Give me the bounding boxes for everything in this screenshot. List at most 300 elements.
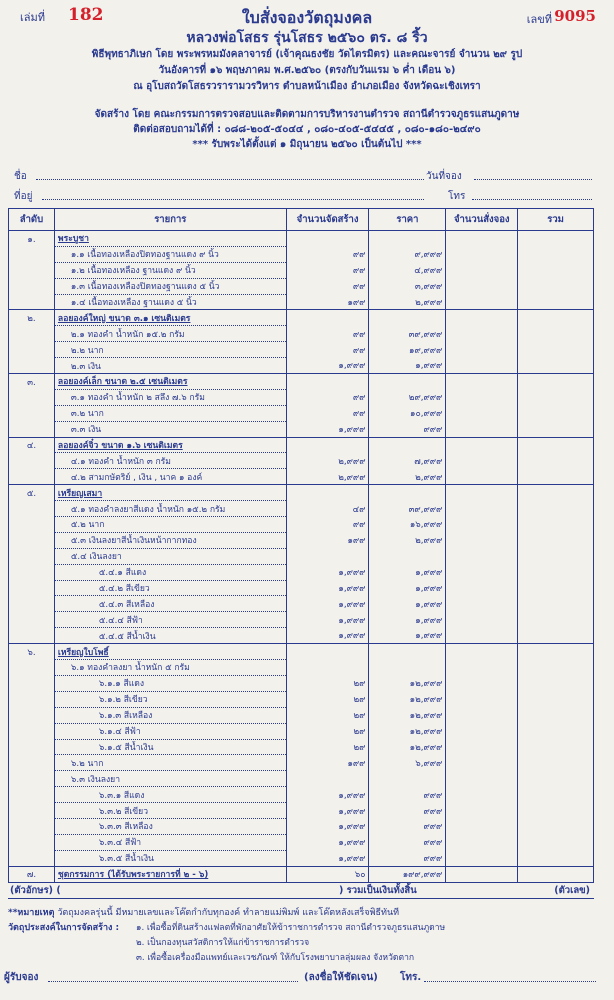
row-price: ๒,๙๙๙ — [369, 294, 446, 310]
venue-line: ณ อุโบสถวัดโสธรวรารามวรวิหาร ตำบลหน้าเมือง อำเภอเมือง จังหวัดฉะเชิงเทรา — [133, 81, 481, 92]
row-quantity: ๒๙ — [286, 739, 369, 755]
remark-text: วัตถุมงคลรุ่นนี้ มีหมายเลขและโค๊ตกำกับทุกองค์ ทำลายแม่พิมพ์ และโค๊ตหลังเสร็จพิธีทันที — [57, 908, 400, 918]
row-price: ๙,๙๙๙ — [369, 246, 446, 262]
row-ordered-input[interactable] — [446, 850, 518, 866]
row-description: ๑.๓ เนื้อทองเหลืองปิดทองฐานแดง ๕ นิ้ว — [54, 278, 286, 294]
row-total-input[interactable] — [518, 580, 594, 596]
row-description: ๑.๒ เนื้อทองเหลือง ฐานแดง ๙ นิ้ว — [54, 262, 286, 278]
row-quantity: ๒๙ — [286, 675, 369, 691]
remark-prefix: **หมายเหตุ — [8, 908, 55, 918]
row-ordered-input[interactable] — [446, 691, 518, 707]
table-row — [9, 278, 594, 294]
row-description: ๕.๔.๒ สีเขียว — [54, 580, 286, 596]
row-price: ๑๒,๙๙๙ — [369, 723, 446, 739]
row-quantity: ๑,๙๙๙ — [286, 612, 369, 628]
table-row — [9, 755, 594, 771]
table-row — [9, 771, 594, 787]
row-total-input[interactable] — [518, 421, 594, 437]
phone-field[interactable] — [472, 185, 592, 200]
row-ordered-input[interactable] — [446, 310, 518, 326]
row-order — [9, 691, 55, 707]
row-order — [9, 532, 55, 548]
section-row — [9, 437, 594, 453]
table-row — [9, 850, 594, 866]
row-order — [9, 675, 55, 691]
row-description: ๕.๔.๔ สีฟ้า — [54, 612, 286, 628]
row-order — [9, 850, 55, 866]
sign-note: (ลงชื่อให้ชัดเจน) — [304, 972, 378, 983]
row-total-input[interactable] — [518, 771, 594, 787]
row-order — [9, 278, 55, 294]
row-order: ๖. — [9, 644, 55, 660]
row-total-input[interactable] — [518, 453, 594, 469]
row-price: ๑,๙๙๙ — [369, 358, 446, 374]
row-total-input[interactable] — [518, 644, 594, 660]
row-order — [9, 389, 55, 405]
row-quantity: ๑,๙๙๙ — [286, 421, 369, 437]
row-description: ๖.๓.๓ สีเหลือง — [54, 818, 286, 834]
row-description: เหรียญใบโพธิ์ — [54, 644, 286, 660]
row-description: ๖.๑ ทองคำลงยา น้ำหนัก ๕ กรัม — [54, 660, 286, 676]
row-total-input[interactable] — [518, 612, 594, 628]
customer-fields — [14, 165, 594, 205]
row-price: ๑,๙๙๙ — [369, 612, 446, 628]
row-total-input[interactable] — [518, 818, 594, 834]
table-row — [9, 818, 594, 834]
row-quantity: ๑,๙๙๙ — [286, 564, 369, 580]
table-row — [9, 358, 594, 374]
row-order — [9, 405, 55, 421]
table-row — [9, 548, 594, 564]
row-description: ๕.๓ เงินลงยาสีน้ำเงินหน้ากากทอง — [54, 532, 286, 548]
row-description: ๖.๓.๑ สีแดง — [54, 787, 286, 803]
table-row — [9, 660, 594, 676]
row-total-input[interactable] — [518, 278, 594, 294]
row-quantity: ๑๙๙ — [286, 294, 369, 310]
row-ordered-input[interactable] — [446, 675, 518, 691]
row-description: ๑.๑ เนื้อทองเหลืองปิดทองฐานแดง ๙ นิ้ว — [54, 246, 286, 262]
row-ordered-input[interactable] — [446, 374, 518, 390]
row-quantity: ๙๙ — [286, 389, 369, 405]
row-price: ๑,๙๙๙ — [369, 564, 446, 580]
row-order: ๗. — [9, 866, 55, 882]
row-quantity: ๑๙๙ — [286, 755, 369, 771]
row-quantity: ๑,๙๙๙ — [286, 834, 369, 850]
row-order — [9, 421, 55, 437]
row-total-input[interactable] — [518, 628, 594, 644]
row-order: ๔. — [9, 437, 55, 453]
row-price: ๖,๙๙๙ — [369, 755, 446, 771]
table-row — [9, 246, 594, 262]
row-order: ๓. — [9, 374, 55, 390]
contact-line: ติดต่อสอบถามได้ที่ : ๐๘๘-๒๐๕-๕๐๔๔ , ๐๘๐-๔๐๕-๕๔๔๕ , ๐๘๐-๑๘๐-๒๔๙๐ — [133, 124, 481, 135]
row-order — [9, 612, 55, 628]
row-ordered-input[interactable] — [446, 707, 518, 723]
row-ordered-input[interactable] — [446, 628, 518, 644]
row-description: ๒.๓ เงิน — [54, 358, 286, 374]
items-table — [8, 208, 594, 883]
row-price: ๑,๙๙๙ — [369, 580, 446, 596]
table-row — [9, 723, 594, 739]
row-order — [9, 580, 55, 596]
address-field[interactable] — [42, 185, 424, 200]
row-quantity — [286, 437, 369, 453]
row-price: ๒,๙๙๙ — [369, 532, 446, 548]
col-price: ราคา — [369, 209, 446, 231]
row-order — [9, 803, 55, 819]
row-description: ๖.๑.๓ สีเหลือง — [54, 707, 286, 723]
row-ordered-input[interactable] — [446, 548, 518, 564]
row-quantity: ๒๙ — [286, 723, 369, 739]
row-quantity — [286, 374, 369, 390]
organizer-line: จัดสร้าง โดย คณะกรรมการตรวจสอบและติดตามการบริหารงานตำรวจ สถานีตำรวจภูธรแสนภูดาษ — [94, 109, 520, 120]
purpose-3: ๓. เพื่อซื้อเครื่องมือแพทย์และเวชภัณฑ์ ให้กับโรงพยาบาลลุ่มผลง จังหวัดตาก — [136, 953, 415, 963]
section-row — [9, 310, 594, 326]
row-description: ๖.๑.๒ สีเขียว — [54, 691, 286, 707]
row-total-input[interactable] — [518, 342, 594, 358]
sign-phone-field[interactable] — [424, 980, 596, 982]
row-price: ๑๒,๙๙๙ — [369, 707, 446, 723]
total-line — [8, 880, 594, 899]
row-total-input[interactable] — [518, 405, 594, 421]
row-quantity: ๒,๙๙๙ — [286, 453, 369, 469]
table-row — [9, 739, 594, 755]
table-row — [9, 421, 594, 437]
orderer-label: ผู้รับจอง — [4, 972, 39, 983]
row-price: ๙๙๙ — [369, 818, 446, 834]
purpose-1: ๑. เพื่อซื้อที่ดินสร้างแฟลตที่พักอาศัยให้ข้าราชการตำรวจ สถานีตำรวจภูธรแสนภูดาษ — [136, 923, 446, 933]
date-label: วันที่จอง — [426, 171, 462, 182]
row-quantity — [286, 644, 369, 660]
row-total-input[interactable] — [518, 485, 594, 501]
row-ordered-input[interactable] — [446, 294, 518, 310]
row-order — [9, 771, 55, 787]
name-label: ชื่อ — [14, 171, 27, 182]
row-price: ๓๙,๙๙๙ — [369, 501, 446, 517]
orderer-field[interactable] — [48, 980, 298, 982]
table-row — [9, 326, 594, 342]
row-quantity: ๙๙ — [286, 405, 369, 421]
table-row — [9, 787, 594, 803]
row-order — [9, 660, 55, 676]
row-order: ๒. — [9, 310, 55, 326]
row-total-input[interactable] — [518, 707, 594, 723]
row-total-input[interactable] — [518, 262, 594, 278]
row-price: ๑๖,๙๙๙ — [369, 517, 446, 533]
row-quantity: ๑,๙๙๙ — [286, 628, 369, 644]
row-description: ๖.๑.๕ สีน้ำเงิน — [54, 739, 286, 755]
col-quantity: จำนวนจัดสร้าง — [286, 209, 369, 231]
row-description: ๕.๑ ทองคำลงยาสีแดง น้ำหนัก ๑๕.๒ กรัม — [54, 501, 286, 517]
row-ordered-input[interactable] — [446, 405, 518, 421]
row-total-input[interactable] — [518, 723, 594, 739]
row-price: ๒,๙๙๙ — [369, 469, 446, 485]
row-total-input[interactable] — [518, 850, 594, 866]
row-quantity: ๙๙ — [286, 326, 369, 342]
row-description: ๖.๑.๔ สีฟ้า — [54, 723, 286, 739]
name-field[interactable] — [36, 165, 424, 180]
row-order — [9, 787, 55, 803]
row-total-input[interactable] — [518, 517, 594, 533]
row-order — [9, 818, 55, 834]
row-quantity: ๑,๙๙๙ — [286, 818, 369, 834]
row-order — [9, 723, 55, 739]
phone-label: โทร — [448, 191, 466, 202]
row-ordered-input[interactable] — [446, 564, 518, 580]
row-description: ๑.๔ เนื้อทองเหลือง ฐานแดง ๕ นิ้ว — [54, 294, 286, 310]
row-total-input[interactable] — [518, 358, 594, 374]
row-ordered-input[interactable] — [446, 612, 518, 628]
row-order — [9, 739, 55, 755]
row-ordered-input[interactable] — [446, 485, 518, 501]
row-ordered-input[interactable] — [446, 834, 518, 850]
row-price — [369, 231, 446, 247]
row-ordered-input[interactable] — [446, 818, 518, 834]
row-ordered-input[interactable] — [446, 771, 518, 787]
row-price: ๙๙๙ — [369, 787, 446, 803]
book-label: เล่มที่ — [20, 11, 46, 24]
row-order — [9, 596, 55, 612]
row-description: ๖.๓ เงินลงยา — [54, 771, 286, 787]
row-total-input[interactable] — [518, 310, 594, 326]
row-order — [9, 628, 55, 644]
row-order — [9, 548, 55, 564]
row-price: ๑๒,๙๙๙ — [369, 675, 446, 691]
serial-label: เลขที่ — [526, 13, 552, 26]
row-quantity: ๑,๙๙๙ — [286, 803, 369, 819]
col-item: รายการ — [54, 209, 286, 231]
row-total-input[interactable] — [518, 246, 594, 262]
row-total-input[interactable] — [518, 660, 594, 676]
row-description: ๓.๑ ทองคำ น้ำหนัก ๒ สลึง ๗.๖ กรัม — [54, 389, 286, 405]
row-total-input[interactable] — [518, 803, 594, 819]
row-quantity: ๑,๙๙๙ — [286, 787, 369, 803]
row-ordered-input[interactable] — [446, 517, 518, 533]
row-ordered-input[interactable] — [446, 437, 518, 453]
row-quantity: ๒,๙๙๙ — [286, 469, 369, 485]
row-price: ๑๒,๙๙๙ — [369, 739, 446, 755]
form-header — [0, 0, 614, 100]
row-quantity: ๑,๙๙๙ — [286, 580, 369, 596]
row-total-input[interactable] — [518, 294, 594, 310]
row-ordered-input[interactable] — [446, 469, 518, 485]
row-total-input[interactable] — [518, 548, 594, 564]
row-total-input[interactable] — [518, 787, 594, 803]
row-total-input[interactable] — [518, 755, 594, 771]
row-description: พระบูชา — [54, 231, 286, 247]
remark — [8, 905, 399, 919]
form-title: ใบสั่งจองวัตถุมงคล — [241, 8, 373, 27]
table-row — [9, 803, 594, 819]
row-price: ๙๙๙ — [369, 834, 446, 850]
row-order — [9, 834, 55, 850]
row-price: ๑,๙๙๙ — [369, 628, 446, 644]
row-ordered-input[interactable] — [446, 660, 518, 676]
row-quantity — [286, 660, 369, 676]
row-total-input[interactable] — [518, 437, 594, 453]
row-total-input[interactable] — [518, 739, 594, 755]
row-total-input[interactable] — [518, 231, 594, 247]
row-description: ลอยองค์เล็ก ขนาด ๒.๕ เซนติเมตร — [54, 374, 286, 390]
row-quantity: ๙๙ — [286, 517, 369, 533]
row-total-input[interactable] — [518, 834, 594, 850]
address-row — [14, 185, 594, 205]
row-description: ลอยองค์จิ๋ว ขนาด ๑.๖ เซนติเมตร — [54, 437, 286, 453]
row-price: ๙๙๙ — [369, 421, 446, 437]
row-ordered-input[interactable] — [446, 580, 518, 596]
row-order: ๑. — [9, 231, 55, 247]
table-row — [9, 675, 594, 691]
row-ordered-input[interactable] — [446, 803, 518, 819]
row-total-input[interactable] — [518, 564, 594, 580]
row-price — [369, 771, 446, 787]
row-ordered-input[interactable] — [446, 342, 518, 358]
row-price: ๑๙,๙๙๙ — [369, 342, 446, 358]
row-order — [9, 262, 55, 278]
table-row — [9, 342, 594, 358]
table-row — [9, 517, 594, 533]
table-row — [9, 707, 594, 723]
book-number: 182 — [68, 5, 104, 25]
col-ordered: จำนวนสั่งจอง — [446, 209, 518, 231]
table-row — [9, 564, 594, 580]
row-ordered-input[interactable] — [446, 246, 518, 262]
row-order — [9, 517, 55, 533]
serial-number: 9095 — [554, 7, 596, 25]
row-description: ๓.๒ นาก — [54, 405, 286, 421]
row-ordered-input[interactable] — [446, 755, 518, 771]
section-row — [9, 374, 594, 390]
grand-total-label: ) รวมเป็นเงินทั้งสิ้น — [339, 885, 417, 896]
row-total-input[interactable] — [518, 691, 594, 707]
row-ordered-input[interactable] — [446, 326, 518, 342]
row-order — [9, 707, 55, 723]
row-description: ๖.๓.๔ สีฟ้า — [54, 834, 286, 850]
table-row — [9, 501, 594, 517]
table-row — [9, 262, 594, 278]
row-ordered-input[interactable] — [446, 644, 518, 660]
row-quantity — [286, 771, 369, 787]
row-quantity: ๒๙ — [286, 707, 369, 723]
pickup-line: *** รับพระได้ตั้งแต่ ๑ มิถุนายน ๒๕๖๐ เป็นต้นไป *** — [192, 139, 422, 150]
row-description: ชุดกรรมการ (ได้รับพระรายการที่ ๒ - ๖) — [54, 866, 286, 882]
row-ordered-input[interactable] — [446, 231, 518, 247]
row-description: ๓.๓ เงิน — [54, 421, 286, 437]
row-price: ๑,๙๙๙ — [369, 596, 446, 612]
row-price: ๑๙๙,๙๙๙ — [369, 866, 446, 882]
row-order — [9, 469, 55, 485]
row-ordered-input[interactable] — [446, 262, 518, 278]
row-ordered-input[interactable] — [446, 358, 518, 374]
row-price — [369, 485, 446, 501]
row-description: ๕.๔.๑ สีแดง — [54, 564, 286, 580]
row-ordered-input[interactable] — [446, 787, 518, 803]
row-price: ๗,๙๙๙ — [369, 453, 446, 469]
row-total-input[interactable] — [518, 675, 594, 691]
table-row — [9, 612, 594, 628]
row-quantity: ๙๙ — [286, 342, 369, 358]
name-row — [14, 165, 594, 185]
table-header-row — [9, 209, 594, 231]
row-quantity: ๔๙ — [286, 501, 369, 517]
row-description: ๕.๔.๓ สีเหลือง — [54, 596, 286, 612]
table-row — [9, 453, 594, 469]
digits-label: (ตัวเลข) — [554, 885, 590, 896]
row-ordered-input[interactable] — [446, 453, 518, 469]
row-price: ๑๒,๙๙๙ — [369, 691, 446, 707]
row-total-input[interactable] — [518, 501, 594, 517]
date-field[interactable] — [474, 165, 592, 180]
row-price — [369, 310, 446, 326]
row-order — [9, 294, 55, 310]
row-total-input[interactable] — [518, 532, 594, 548]
row-quantity: ๙๙ — [286, 246, 369, 262]
row-description: ๖.๑.๑ สีแดง — [54, 675, 286, 691]
row-price: ๙๙๙ — [369, 850, 446, 866]
row-quantity — [286, 548, 369, 564]
row-ordered-input[interactable] — [446, 278, 518, 294]
table-row — [9, 596, 594, 612]
row-ordered-input[interactable] — [446, 723, 518, 739]
ceremony-line: พิธีพุทธาภิเษก โดย พระพรหมมังคลาจารย์ (เจ้าคุณธงชัย วัดไตรมิตร) และคณะจารย์ จำนวน ๒๙ รูป — [91, 49, 523, 60]
row-quantity — [286, 231, 369, 247]
section-row — [9, 231, 594, 247]
row-order — [9, 342, 55, 358]
row-price: ๓,๙๙๙ — [369, 278, 446, 294]
table-row — [9, 405, 594, 421]
row-total-input[interactable] — [518, 389, 594, 405]
row-ordered-input[interactable] — [446, 739, 518, 755]
table-body — [9, 231, 594, 883]
section-row — [9, 485, 594, 501]
row-price: ๒๙,๙๙๙ — [369, 389, 446, 405]
row-ordered-input[interactable] — [446, 501, 518, 517]
table-row — [9, 294, 594, 310]
row-ordered-input[interactable] — [446, 532, 518, 548]
purpose-label: วัตถุประสงค์ในการจัดสร้าง : — [8, 923, 120, 933]
row-description: เหรียญเสมา — [54, 485, 286, 501]
table-row — [9, 834, 594, 850]
row-ordered-input[interactable] — [446, 421, 518, 437]
row-quantity: ๒๙ — [286, 691, 369, 707]
row-price — [369, 374, 446, 390]
row-order — [9, 501, 55, 517]
row-order — [9, 358, 55, 374]
row-description: ๔.๑ ทองคำ น้ำหนัก ๓ กรัม — [54, 453, 286, 469]
table-row — [9, 691, 594, 707]
row-quantity — [286, 310, 369, 326]
row-total-input[interactable] — [518, 596, 594, 612]
sign-phone-label: โทร. — [400, 972, 422, 983]
col-order: ลำดับ — [9, 209, 55, 231]
table-row — [9, 580, 594, 596]
row-description: ๖.๒ นาก — [54, 755, 286, 771]
date-line: วันอังคารที่ ๑๖ พฤษภาคม พ.ศ.๒๕๖๐ (ตรงกับวันแรม ๖ ค่ำ เดือน ๖) — [158, 65, 456, 76]
row-total-input[interactable] — [518, 326, 594, 342]
row-ordered-input[interactable] — [446, 389, 518, 405]
row-total-input[interactable] — [518, 469, 594, 485]
row-total-input[interactable] — [518, 374, 594, 390]
row-description: ๒.๒ นาก — [54, 342, 286, 358]
row-description: ๖.๓.๕ สีน้ำเงิน — [54, 850, 286, 866]
row-order: ๕. — [9, 485, 55, 501]
row-description: ๖.๓.๒ สีเขียว — [54, 803, 286, 819]
row-quantity: ๑๙๙ — [286, 532, 369, 548]
row-quantity: ๑,๙๙๙ — [286, 358, 369, 374]
row-ordered-input[interactable] — [446, 596, 518, 612]
row-description: ๒.๑ ทองคำ น้ำหนัก ๑๕.๒ กรัม — [54, 326, 286, 342]
row-order — [9, 755, 55, 771]
